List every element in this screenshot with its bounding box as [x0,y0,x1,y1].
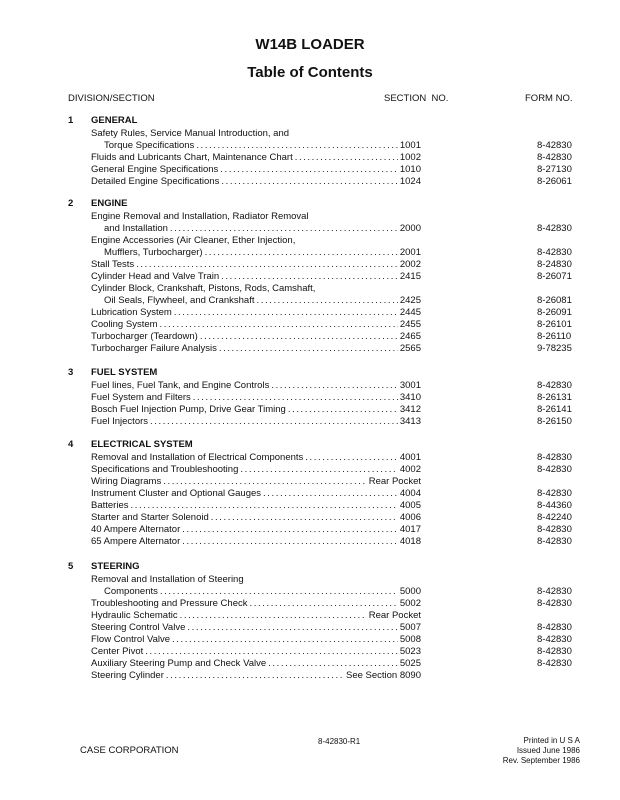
leader-dots [174,307,398,319]
toc-entry-title: Oil Seals, Flywheel, and Crankshaft [104,295,255,306]
toc-entry [91,464,421,476]
toc-entry-section: 2001 [399,247,421,258]
toc-entry-section: 2455 [399,319,421,330]
toc-entry-section: 5002 [399,598,421,609]
toc-entry-section: Rear Pocket [368,610,421,621]
toc-entry-form: 8-42830 [537,488,572,499]
toc-entry [91,598,421,610]
toc-entry-form: 8-42830 [537,646,572,657]
toc-entry [91,512,421,524]
leader-dots [205,247,398,259]
leader-dots [200,331,398,343]
toc-entry-section: 5023 [399,646,421,657]
toc-entry [91,259,421,271]
toc-entry [91,176,421,188]
toc-entry-form: 8-42240 [537,512,572,523]
header-section-no: SECTION NO. [384,93,449,104]
section-number: 5 [68,561,74,572]
toc-entry-section: 3412 [399,404,421,415]
leader-dots [170,223,398,235]
toc-entry [91,416,421,428]
leader-dots [221,271,398,283]
toc-entry [91,574,421,586]
leader-dots [271,380,398,392]
toc-entry-title: Torque Specifications [104,140,195,151]
toc-entry-section: 1024 [399,176,421,187]
leader-dots [305,452,398,464]
footer-printed: Printed in U S A [523,736,580,745]
toc-entry-form: 8-24830 [537,259,572,270]
toc-entry-section: 2425 [399,295,421,306]
header-division: DIVISION/SECTION [68,93,155,104]
toc-entry-form: 8-42830 [537,464,572,475]
toc-entry-section: 1002 [399,152,421,163]
leader-dots [219,343,398,355]
toc-entry-section: 5000 [399,586,421,597]
toc-entry-title: Fuel lines, Fuel Tank, and Engine Controls [91,380,270,391]
toc-entry-title: Hydraulic Schematic [91,610,178,621]
toc-entry [91,211,421,223]
leader-dots [263,488,398,500]
toc-entry-section: 4004 [399,488,421,499]
toc-entry-section: 1001 [399,140,421,151]
leader-dots [145,646,398,658]
toc-entry-title: Troubleshooting and Pressure Check [91,598,248,609]
toc-entry-section: See Section 8090 [345,670,421,681]
toc-entry [91,500,421,512]
toc-entry [91,670,421,682]
footer-form-id: 8-42830-R1 [318,737,361,746]
toc-entry-form: 8-26110 [537,331,572,342]
toc-entry-section: 3410 [399,392,421,403]
toc-entry-title: Cylinder Block, Crankshaft, Pistons, Rods, Camshaft, [91,283,316,294]
toc-entry-form: 8-42830 [537,658,572,669]
toc-entry-title: Detailed Engine Specifications [91,176,220,187]
toc-entry-form: 9-78235 [537,343,572,354]
footer-company: CASE CORPORATION [80,745,179,756]
toc-entry-section: 2565 [399,343,421,354]
toc-entry-form: 8-42830 [537,223,572,234]
toc-entry-form: 8-42830 [537,634,572,645]
toc-entry-section: 1010 [399,164,421,175]
toc-entry-section: 2002 [399,259,421,270]
toc-entry [91,319,421,331]
toc-entry-section: 3413 [399,416,421,427]
toc-entry-section: 5025 [399,658,421,669]
toc-entry [91,331,421,343]
toc-entry-form: 8-42830 [537,598,572,609]
toc-entry [104,586,421,598]
toc-entry [91,392,421,404]
toc-entry [91,380,421,392]
section-title: ELECTRICAL SYSTEM [91,439,193,450]
toc-entry [104,223,421,235]
section-number: 1 [68,115,74,126]
toc-entry-title: Fuel System and Filters [91,392,191,403]
toc-entry [104,295,421,307]
toc-entry-title: General Engine Specifications [91,164,219,175]
toc-entry [104,247,421,259]
toc-entry-form: 8-42830 [537,247,572,258]
toc-entry [91,476,421,488]
leader-dots [240,464,398,476]
toc-entry-section: 5007 [399,622,421,633]
toc-entry-title: Lubrication System [91,307,172,318]
toc-entry-form: 8-26071 [537,271,572,282]
toc-entry-section: 2000 [399,223,421,234]
leader-dots [196,140,398,152]
toc-entry-form: 8-42830 [537,452,572,463]
toc-entry-title: Turbocharger Failure Analysis [91,343,217,354]
leader-dots [187,622,398,634]
toc-entry-title: Flow Control Valve [91,634,171,645]
section-title: GENERAL [91,115,138,126]
toc-entry [91,271,421,283]
toc-entry-form: 8-26150 [537,416,572,427]
toc-entry-form: 8-42830 [537,536,572,547]
leader-dots [182,536,398,548]
leader-dots [150,416,398,428]
toc-entry-form: 8-42830 [537,622,572,633]
toc-entry-section: 4005 [399,500,421,511]
toc-entry-form: 8-26101 [537,319,572,330]
toc-entry-title: Cooling System [91,319,158,330]
section-number: 3 [68,367,74,378]
toc-entry-form: 8-26131 [537,392,572,403]
toc-entry [91,622,421,634]
leader-dots [182,524,398,536]
leader-dots [221,176,398,188]
toc-entry-form: 8-42830 [537,586,572,597]
toc-entry [91,646,421,658]
toc-entry-title: Specifications and Troubleshooting [91,464,239,475]
leader-dots [160,586,398,598]
toc-entry-form: 8-42830 [537,140,572,151]
toc-entry-title: and Installation [104,223,168,234]
footer-issued: Issued June 1986 [516,746,580,755]
toc-entry [91,610,421,622]
leader-dots [131,500,398,512]
toc-entry-title: Removal and Installation of Steering [91,574,244,585]
leader-dots [256,295,397,307]
footer-rev: Rev. September 1986 [502,756,580,765]
toc-entry-title: Fuel Injectors [91,416,149,427]
leader-dots [160,319,398,331]
toc-entry-section: 3001 [399,380,421,391]
toc-entry-form: 8-42830 [537,380,572,391]
toc-entry [91,658,421,670]
toc-entry-title: 40 Ampere Alternator [91,524,181,535]
leader-dots [180,610,367,622]
toc-entry [91,283,421,295]
toc-entry-title: Components [104,586,158,597]
toc-entry-section: 4001 [399,452,421,463]
leader-dots [268,658,398,670]
toc-entry-title: Instrument Cluster and Optional Gauges [91,488,262,499]
toc-entry [91,634,421,646]
toc-entry-title: Turbocharger (Teardown) [91,331,198,342]
toc-entry-title: Safety Rules, Service Manual Introduction, and [91,128,290,139]
toc-entry-form: 8-42830 [537,152,572,163]
toc-entry-form: 8-26081 [537,295,572,306]
toc-entry [91,536,421,548]
section-title: ENGINE [91,198,128,209]
toc-entry-section: 4018 [399,536,421,547]
toc-entry-title: Removal and Installation of Electrical Components [91,452,304,463]
toc-entry-title: Mufflers, Turbocharger) [104,247,203,258]
toc-entry [91,488,421,500]
toc-entry-title: Engine Removal and Installation, Radiator Removal [91,211,309,222]
leader-dots [288,404,398,416]
toc-entry-title: Engine Accessories (Air Cleaner, Ether Injection, [91,235,296,246]
footer-print-info [503,736,580,766]
toc-entry-title: Wiring Diagrams [91,476,162,487]
leader-dots [220,164,398,176]
toc-entry [91,343,421,355]
toc-entry-form: 8-44360 [537,500,572,511]
toc-entry [91,452,421,464]
toc-entry-form: 8-26061 [537,176,572,187]
toc-entry-title: Cylinder Head and Valve Train [91,271,220,282]
leader-dots [250,598,398,610]
toc-entry-section: 4002 [399,464,421,475]
leader-dots [211,512,398,524]
toc-entry-title: Starter and Starter Solenoid [91,512,209,523]
toc-entry-title: Steering Cylinder [91,670,164,681]
leader-dots [136,259,398,271]
toc-entry-form: 8-27130 [537,164,572,175]
leader-dots [193,392,398,404]
toc-entry-title: 65 Ampere Alternator [91,536,181,547]
toc-entry-section: 5008 [399,634,421,645]
toc-entry-title: Center Pivot [91,646,144,657]
leader-dots [163,476,367,488]
section-number: 4 [68,439,74,450]
toc-entry-section: 4017 [399,524,421,535]
document-title: W14B LOADER [255,36,365,53]
toc-entry-section: 2445 [399,307,421,318]
document-subtitle: Table of Contents [247,64,373,81]
toc-entry-title: Bosch Fuel Injection Pump, Drive Gear Timing [91,404,286,415]
toc-entry-form: 8-26091 [537,307,572,318]
toc-entry [91,404,421,416]
toc-entry-section: 4006 [399,512,421,523]
toc-entry-title: Auxiliary Steering Pump and Check Valve [91,658,267,669]
leader-dots [166,670,344,682]
toc-entry [91,128,421,140]
toc-entry [91,307,421,319]
toc-entry-title: Fluids and Lubricants Chart, Maintenance Chart [91,152,293,163]
toc-entry-section: Rear Pocket [368,476,421,487]
section-title: FUEL SYSTEM [91,367,158,378]
toc-entry-title: Stall Tests [91,259,135,270]
leader-dots [172,634,398,646]
toc-entry [91,524,421,536]
toc-entry-title: Steering Control Valve [91,622,186,633]
section-title: STEERING [91,561,140,572]
section-number: 2 [68,198,74,209]
toc-entry-section: 2465 [399,331,421,342]
toc-entry [91,152,421,164]
toc-entry [91,235,421,247]
header-form-no: FORM NO. [525,93,573,104]
toc-entry [104,140,421,152]
leader-dots [295,152,398,164]
toc-entry [91,164,421,176]
toc-entry-form: 8-42830 [537,524,572,535]
toc-entry-title: Batteries [91,500,129,511]
toc-entry-section: 2415 [399,271,421,282]
toc-entry-form: 8-26141 [537,404,572,415]
